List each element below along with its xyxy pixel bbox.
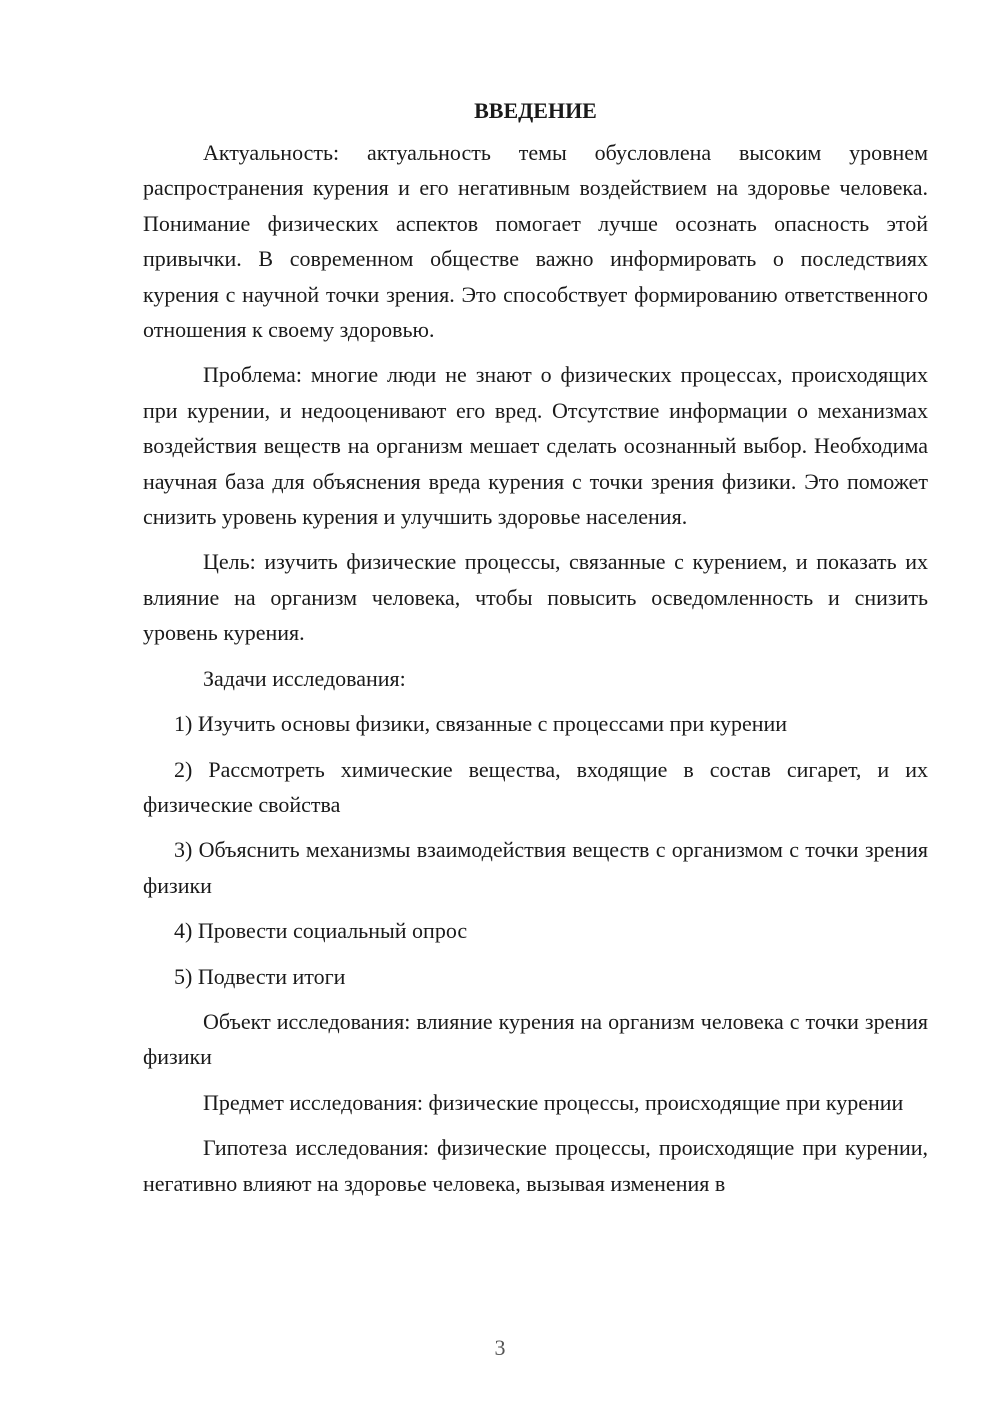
paragraph-goal: Цель: изучить физические процессы, связанные с курением, и показать их влияние на организм человека, чтобы повысить осведомленность и снизить уровень курения. [143,549,928,646]
page-number: 3 [494,1335,506,1360]
paragraph-subject: Предмет исследования: физические процессы, происходящие при курении [203,1089,904,1115]
task-item-2: 2) Рассмотреть химические вещества, входящие в состав сигарет, и их физические свойства [143,756,928,817]
section-title: ВВЕДЕНИЕ [474,98,597,123]
page-body [143,93,928,1211]
task-item-5: 5) Подвести итоги [174,963,346,989]
paragraph-object: Объект исследования: влияние курения на организм человека с точки зрения физики [143,1008,928,1070]
paragraph-tasks-heading: Задачи исследования: [203,665,406,691]
paragraph-relevance: Актуальность: актуальность темы обусловлена высоким уровнем распространения курения и его негативным воздействием на здоровье человека. Понимание физических аспектов помогает лучше осознать опасность этой привычки. В современном обществе важно информировать о последствиях курения с научной точки зрения. Это способствует формированию ответственного отношения к своему здоровью. [143,140,928,343]
task-item-3: 3) Объяснить механизмы взаимодействия веществ с организмом с точки зрения физики [143,837,928,898]
task-item-4: 4) Провести социальный опрос [174,918,468,944]
task-item-1: 1) Изучить основы физики, связанные с процессами при курении [174,711,788,737]
paragraph-hypothesis: Гипотеза исследования: физические процессы, происходящие при курении, негативно влияют на здоровье человека, вызывая изменения в [143,1135,928,1196]
paragraph-problem: Проблема: многие люди не знают о физических процессах, происходящих при курении, и недооценивают его вред. Отсутствие информации о механизмах воздействия веществ на организм мешает сделать осознанный выбор. Необходима научная база для объяснения вреда курения с точки зрения физики. Это поможет снизить уровень курения и улучшить здоровье населения. [143,362,928,530]
